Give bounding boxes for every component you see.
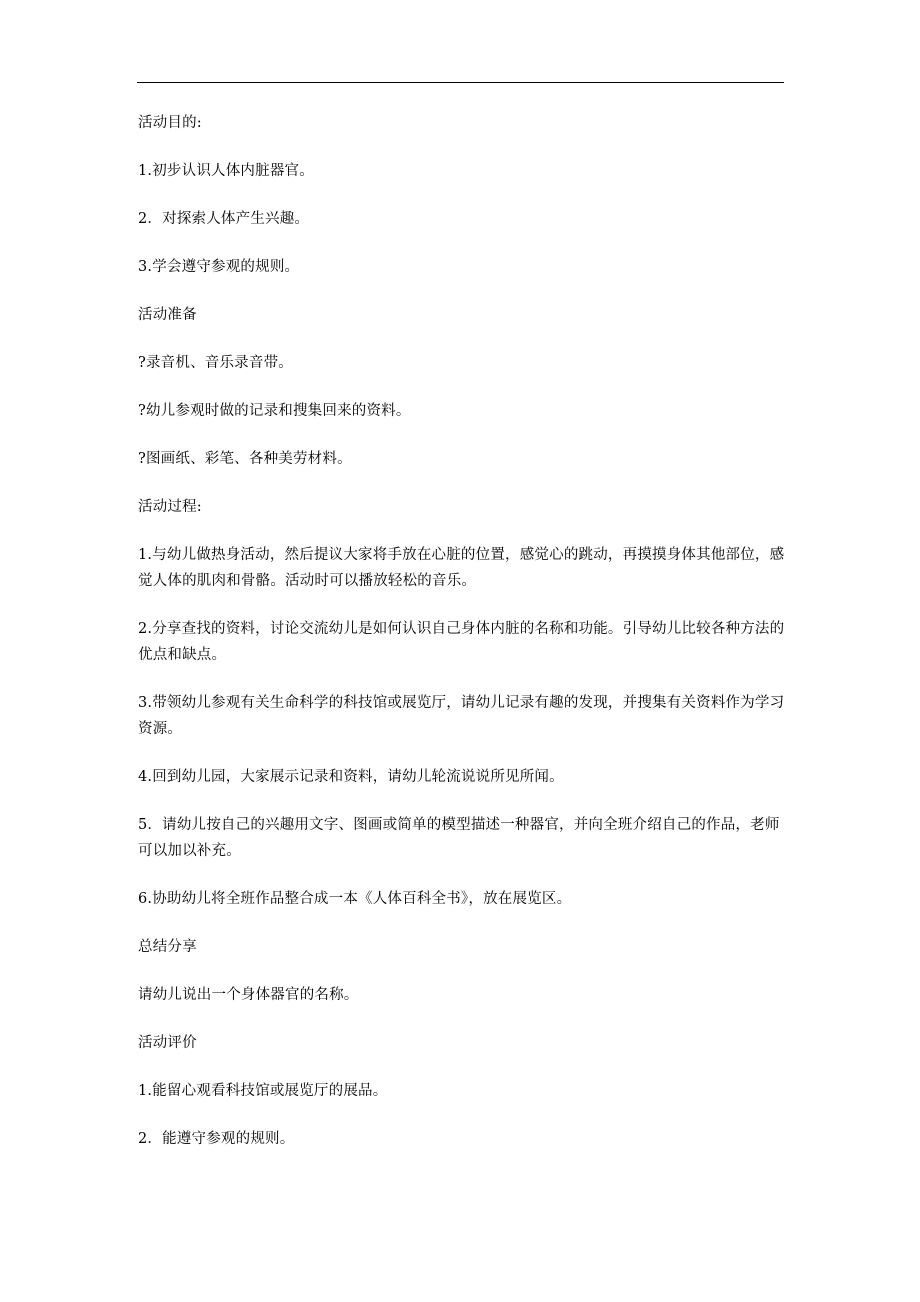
process-step: 1.与幼儿做热身活动，然后提议大家将手放在心脏的位置，感觉心的跳动，再摸摸身体其他部位，感觉人体的肌肉和骨骼。活动时可以播放轻松的音乐。 [138, 547, 785, 589]
process-step: 6.协助幼儿将全班作品整合成一本《人体百科全书》，放在展览区。 [138, 891, 572, 907]
objective-item: 3.学会遵守参观的规则。 [138, 259, 300, 275]
evaluation-item: 2．能遵守参观的规则。 [138, 1131, 295, 1147]
objective-item: 2．对探索人体产生兴趣。 [138, 211, 310, 227]
section-heading-process: 活动过程: [138, 499, 202, 515]
process-step: 2.分享查找的资料，讨论交流幼儿是如何认识自己身体内脏的名称和功能。引导幼儿比较各种方法的优点和缺点。 [138, 621, 785, 663]
header-rule [137, 82, 784, 83]
section-heading-summary: 总结分享 [138, 939, 197, 955]
section-heading-objectives: 活动目的: [138, 115, 202, 131]
summary-text: 请幼儿说出一个身体器官的名称。 [138, 987, 359, 1003]
evaluation-item: 1.能留心观看科技馆或展览厅的展品。 [138, 1083, 388, 1099]
section-heading-preparation: 活动准备 [138, 307, 197, 323]
process-step: 4.回到幼儿园，大家展示记录和资料，请幼儿轮流说说所见所闻。 [138, 769, 564, 785]
preparation-item: ?幼儿参观时做的记录和搜集回来的资料。 [138, 403, 411, 419]
section-heading-evaluation: 活动评价 [138, 1035, 197, 1051]
process-step: 5．请幼儿按自己的兴趣用文字、图画或简单的模型描述一种器官，并向全班介绍自己的作品，老师可以加以补充。 [138, 817, 780, 859]
preparation-item: ?图画纸、彩笔、各种美劳材料。 [138, 451, 352, 467]
preparation-item: ?录音机、音乐录音带。 [138, 355, 293, 371]
objective-item: 1.初步认识人体内脏器官。 [138, 163, 314, 179]
document-body [138, 110, 786, 1174]
process-step: 3.带领幼儿参观有关生命科学的科技馆或展览厅，请幼儿记录有趣的发现，并搜集有关资料作为学习资源。 [138, 695, 785, 737]
